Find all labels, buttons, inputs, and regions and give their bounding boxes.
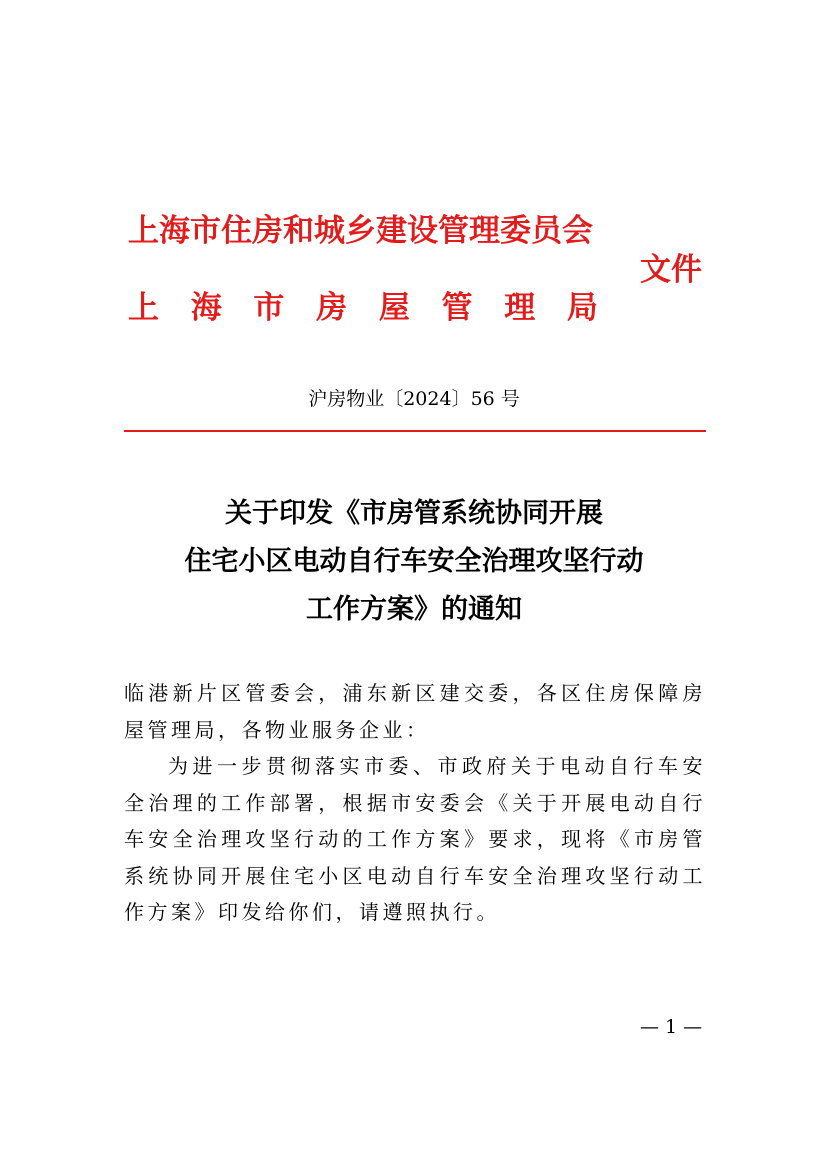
document-type-label: 文件 <box>640 252 702 288</box>
title-line: 关于印发《市房管系统协同开展 <box>225 498 603 529</box>
page-number: — 1 — <box>640 1016 703 1038</box>
issuer-line-2-char: 屋 <box>378 290 410 326</box>
document-title <box>0 490 828 634</box>
body-paragraph: 为进一步贯彻落实市委、市政府关于电动自行车安全治理的工作部署，根据市安委会《关于开展电动自行车安全治理攻坚行动的工作方案》要求，现将《市房管系统协同开展住宅小区电动自行车安全治理攻坚行动工作方案》印发给你们，请遵照执行。 <box>124 754 706 924</box>
title-line: 住宅小区电动自行车安全治理攻坚行动 <box>184 546 644 577</box>
issuer-line-2-char: 局 <box>566 290 598 326</box>
issuer-line-2-char: 上 <box>128 290 159 326</box>
issuer-line-2-char: 理 <box>504 290 536 326</box>
issuer-line-2-char: 房 <box>316 290 348 326</box>
issuer-line-2 <box>128 284 598 332</box>
issuer-line-2-char: 市 <box>253 290 285 326</box>
document-number <box>0 385 828 413</box>
document-number-suffix: 号 <box>500 388 520 410</box>
issuer-line-1: 上海市住房和城乡建设管理委员会 <box>128 213 593 249</box>
salutation: 临港新片区管委会，浦东新区建交委，各区住房保障房屋管理局，各物业服务企业： <box>124 681 706 742</box>
issuer-line-2-char: 管 <box>441 290 473 326</box>
issuer-line-2-char: 海 <box>190 290 222 326</box>
document-body <box>124 675 706 931</box>
document-number-prefix: 沪房物业〔2024〕56 <box>308 388 495 410</box>
red-divider-line <box>124 430 706 432</box>
title-line: 工作方案》的通知 <box>306 594 522 625</box>
